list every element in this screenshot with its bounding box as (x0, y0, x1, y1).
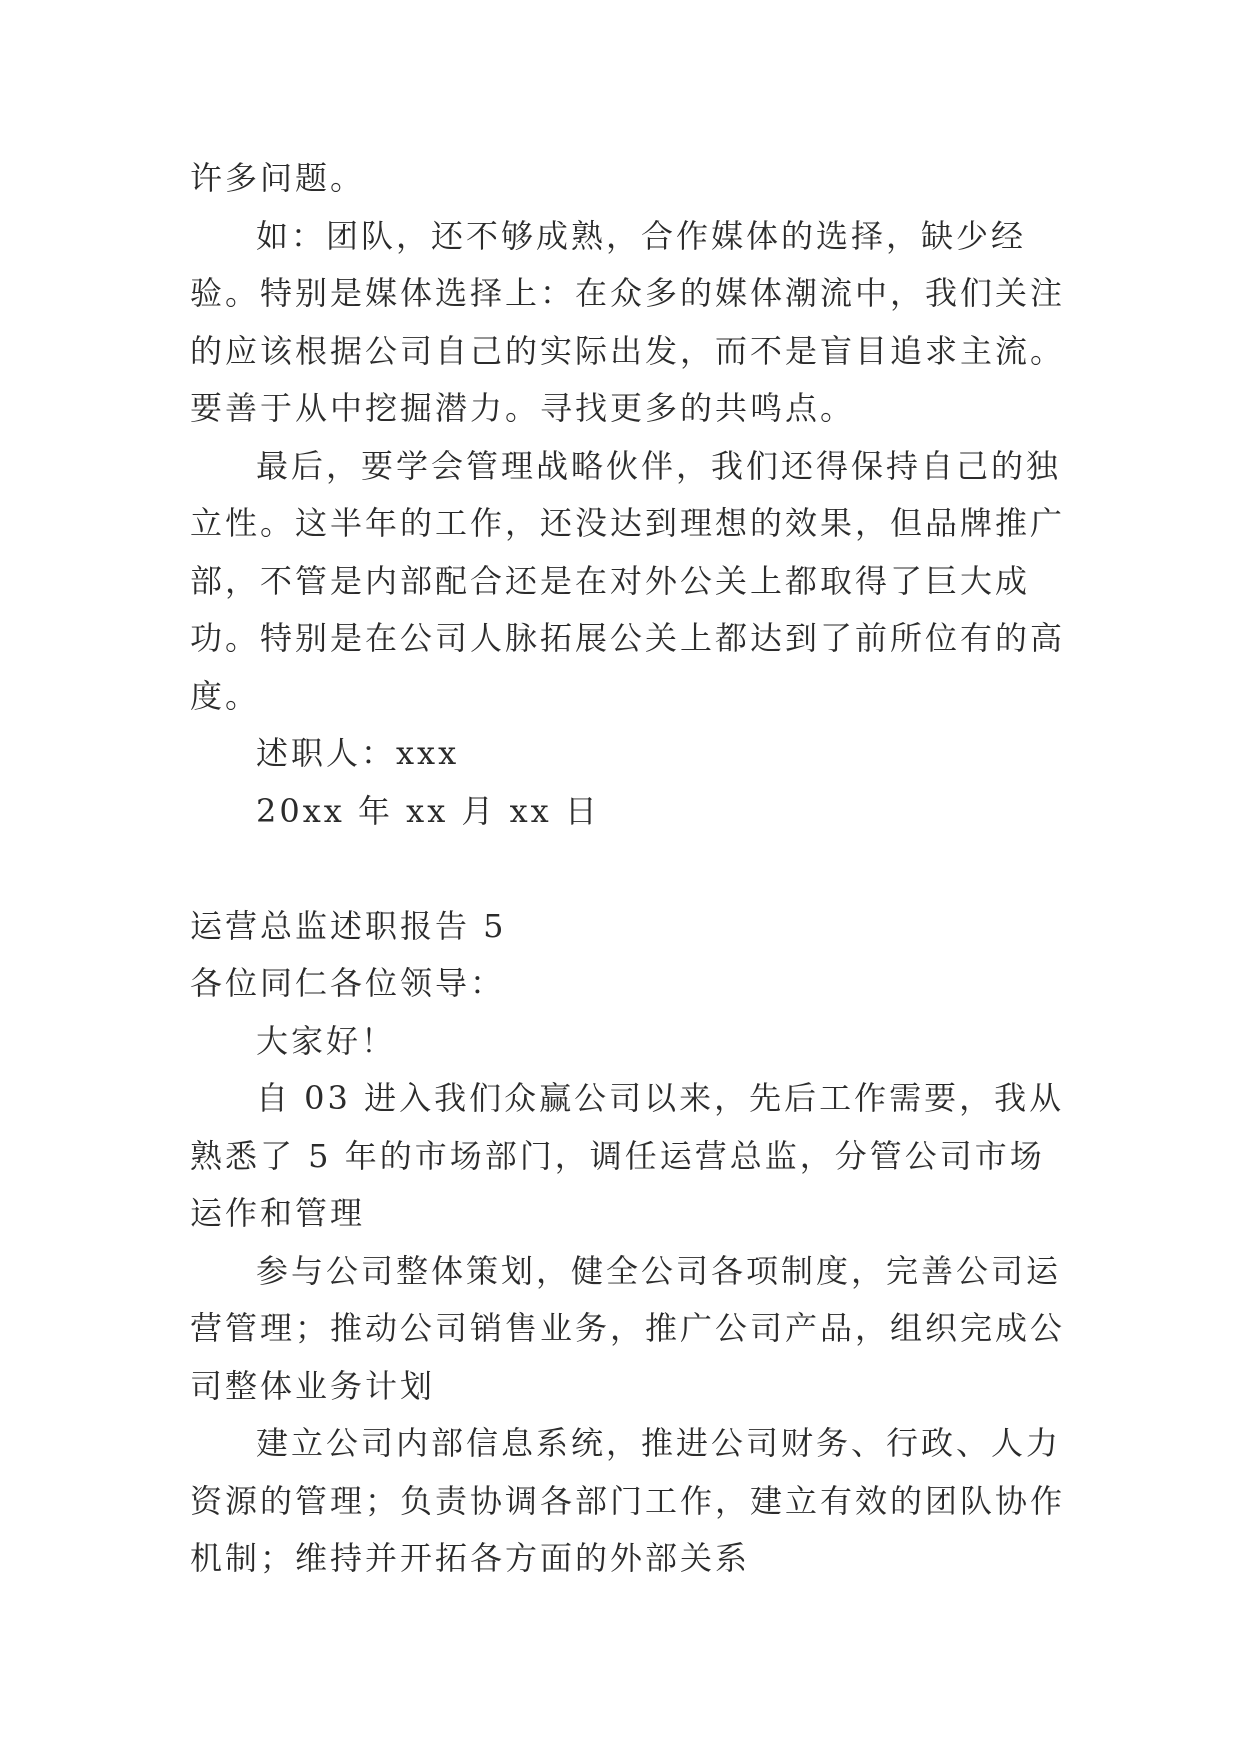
paragraph-systems: 建立公司内部信息系统，推进公司财务、行政、人力资源的管理；负责协调各部门工作，建立有效的团队协作机制；维持并开拓各方面的外部关系 (190, 1424, 1066, 1577)
date-line: 20xx 年 xx 月 xx 日 (256, 791, 600, 830)
salutation: 各位同仁各位领导： (190, 964, 506, 1002)
greeting: 大家好！ (256, 1021, 397, 1060)
paragraph-issues: 如：团队，还不够成熟，合作媒体的选择，缺少经验。特别是媒体选择上：在众多的媒体潮流中，我们关注的应该根据公司自己的实际出发，而不是盲目追求主流。要善于从中挖掘潜力。寻找更多的共鸣点。 (190, 216, 1066, 427)
signature-line: 述职人：xxx (256, 734, 460, 772)
paragraph-background: 自 03 进入我们众赢公司以来，先后工作需要，我从熟悉了 5 年的市场部门，调任运营总监，分管公司市场运作和管理 (190, 1079, 1065, 1232)
document-body (190, 150, 1070, 1588)
section-title: 运营总监述职报告 5 (190, 906, 507, 945)
paragraph-conclusion: 最后，要学会管理战略伙伴，我们还得保持自己的独立性。这半年的工作，还没达到理想的效果，但品牌推广部，不管是内部配合还是在对外公关上都取得了巨大成功。特别是在公司人脉拓展公关上都达到了前所位有的高度。 (190, 446, 1066, 715)
paragraph-continuation: 许多问题。 (190, 159, 366, 197)
paragraph-planning: 参与公司整体策划，健全公司各项制度，完善公司运营管理；推动公司销售业务，推广公司产品，组织完成公司整体业务计划 (190, 1251, 1066, 1405)
section-spacer (190, 840, 1070, 898)
